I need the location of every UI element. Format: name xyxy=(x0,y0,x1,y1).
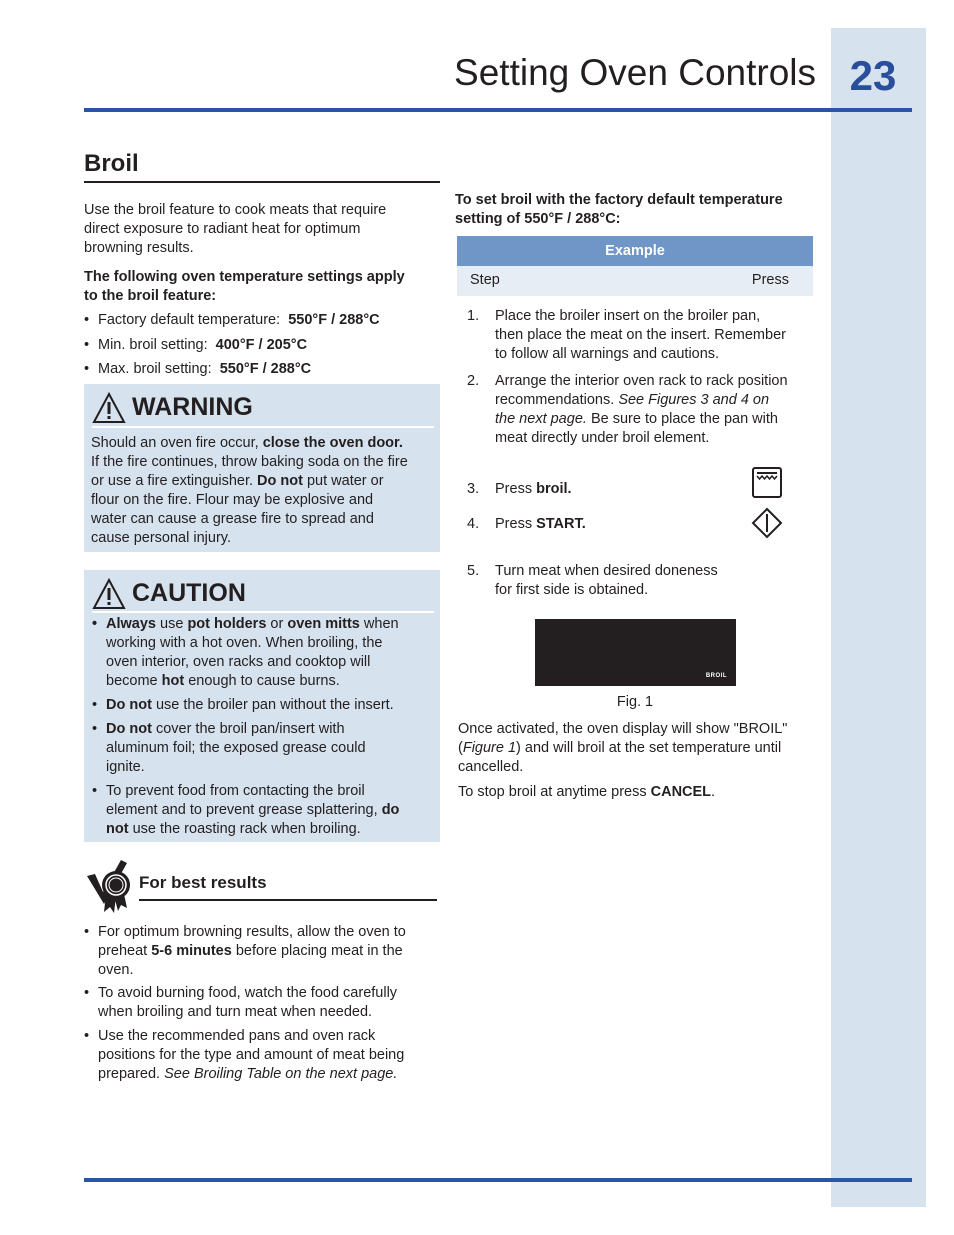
warning-triangle-icon xyxy=(92,392,126,429)
footer-rule xyxy=(84,1178,912,1182)
page-number: 23 xyxy=(849,52,897,99)
best-results-heading: For best results xyxy=(139,873,267,892)
page-sidebar xyxy=(831,28,926,1207)
caution-rule xyxy=(92,611,434,613)
best-results-ribbon-icon xyxy=(84,858,132,919)
caution-triangle-icon xyxy=(92,578,126,615)
best-results-rule xyxy=(139,899,437,901)
figure-caption: Fig. 1 xyxy=(616,694,654,710)
section-rule xyxy=(84,181,440,183)
caution-label: CAUTION xyxy=(132,579,246,607)
col-press: Press xyxy=(751,272,789,288)
warning-rule xyxy=(92,426,434,428)
header-rule xyxy=(84,108,912,112)
start-key-icon xyxy=(751,507,783,544)
right-intro: To set broil with the factory default temperature setting of 550°F / 288°C: xyxy=(455,192,783,227)
page-title: Setting Oven Controls xyxy=(454,52,816,93)
oven-display xyxy=(535,619,736,686)
example-header: Example xyxy=(457,236,813,266)
after-activation-text: Once activated, the oven display will show "BROIL" (Figure 1) and will broil at the set temperature until cancelled. xyxy=(458,721,788,775)
stop-broil-text: To stop broil at anytime press CANCEL. xyxy=(458,784,716,800)
example-subheader xyxy=(457,266,813,296)
section-heading: Broil xyxy=(84,150,139,177)
warning-box xyxy=(84,384,440,552)
warning-label: WARNING xyxy=(132,393,253,421)
warning-text: Should an oven fire occur, close the oven door. If the fire continues, throw baking soda on the fire or use a fire extinguisher. Do not put water or flour on the fire. Flour may be explosive and water can cause a grease fire to spread and cause personal injury. xyxy=(91,435,408,546)
display-text: BROIL xyxy=(705,673,727,679)
settings-intro: The following oven temperature settings apply to the broil feature: xyxy=(84,269,405,304)
col-step: Step xyxy=(470,272,500,288)
broil-key-icon xyxy=(752,467,782,503)
broil-intro: Use the broil feature to cook meats that require direct exposure to radiant heat for optimum browning results. xyxy=(84,202,387,256)
